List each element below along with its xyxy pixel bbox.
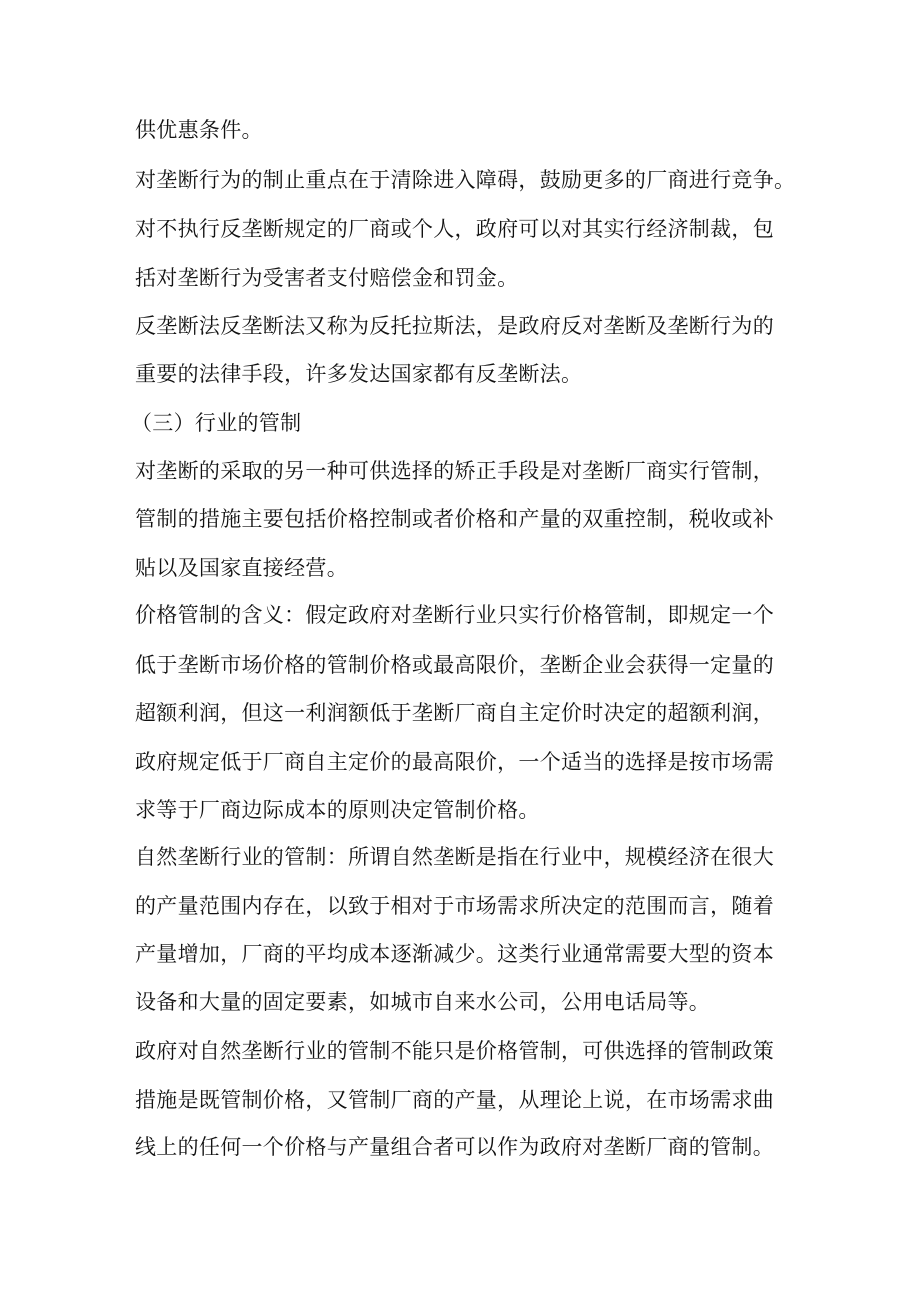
text-line: 括对垄断行为受害者支付赔偿金和罚金。 <box>135 266 519 290</box>
text-line: 贴以及国家直接经营。 <box>135 556 348 580</box>
text-line: 对垄断行为的制止重点在于清除进入障碍，鼓励更多的厂商进行竞争。 <box>135 168 796 192</box>
section-heading: （三）行业的管制 <box>131 411 302 435</box>
text-line: 政府对自然垄断行业的管制不能只是价格管制，可供选择的管制政策 <box>135 1039 774 1063</box>
text-line: 自然垄断行业的管制：所谓自然垄断是指在行业中，规模经济在很大 <box>135 845 774 869</box>
text-line: 管制的措施主要包括价格控制或者价格和产量的双重控制，税收或补 <box>135 507 774 531</box>
text-line: 对垄断的采取的另一种可供选择的矫正手段是对垄断厂商实行管制， <box>135 459 774 483</box>
text-line: 低于垄断市场价格的管制价格或最高限价，垄断企业会获得一定量的 <box>135 653 774 677</box>
text-line: 政府规定低于厂商自主定价的最高限价，一个适当的选择是按市场需 <box>135 750 774 774</box>
text-line: 价格管制的含义：假定政府对垄断行业只实行价格管制，即规定一个 <box>135 603 774 627</box>
text-line: 措施是既管制价格，又管制厂商的产量，从理论上说，在市场需求曲 <box>135 1088 774 1112</box>
text-line: 的产量范围内存在，以致于相对于市场需求所决定的范围而言，随着 <box>135 894 774 918</box>
text-line: 超额利润，但这一利润额低于垄断厂商自主定价时决定的超额利润， <box>135 701 774 725</box>
text-line: 产量增加，厂商的平均成本逐渐减少。这类行业通常需要大型的资本 <box>135 942 774 966</box>
text-line: 供优惠条件。 <box>135 118 263 142</box>
text-line: 重要的法律手段，许多发达国家都有反垄断法。 <box>135 362 583 386</box>
text-line: 线上的任何一个价格与产量组合者可以作为政府对垄断厂商的管制。 <box>135 1135 774 1159</box>
text-line: 反垄断法反垄断法又称为反托拉斯法，是政府反对垄断及垄断行为的 <box>135 314 774 338</box>
text-line: 求等于厂商边际成本的原则决定管制价格。 <box>135 798 540 822</box>
text-line: 对不执行反垄断规定的厂商或个人，政府可以对其实行经济制裁，包 <box>135 217 774 241</box>
text-line: 设备和大量的固定要素，如城市自来水公司，公用电话局等。 <box>135 990 711 1014</box>
